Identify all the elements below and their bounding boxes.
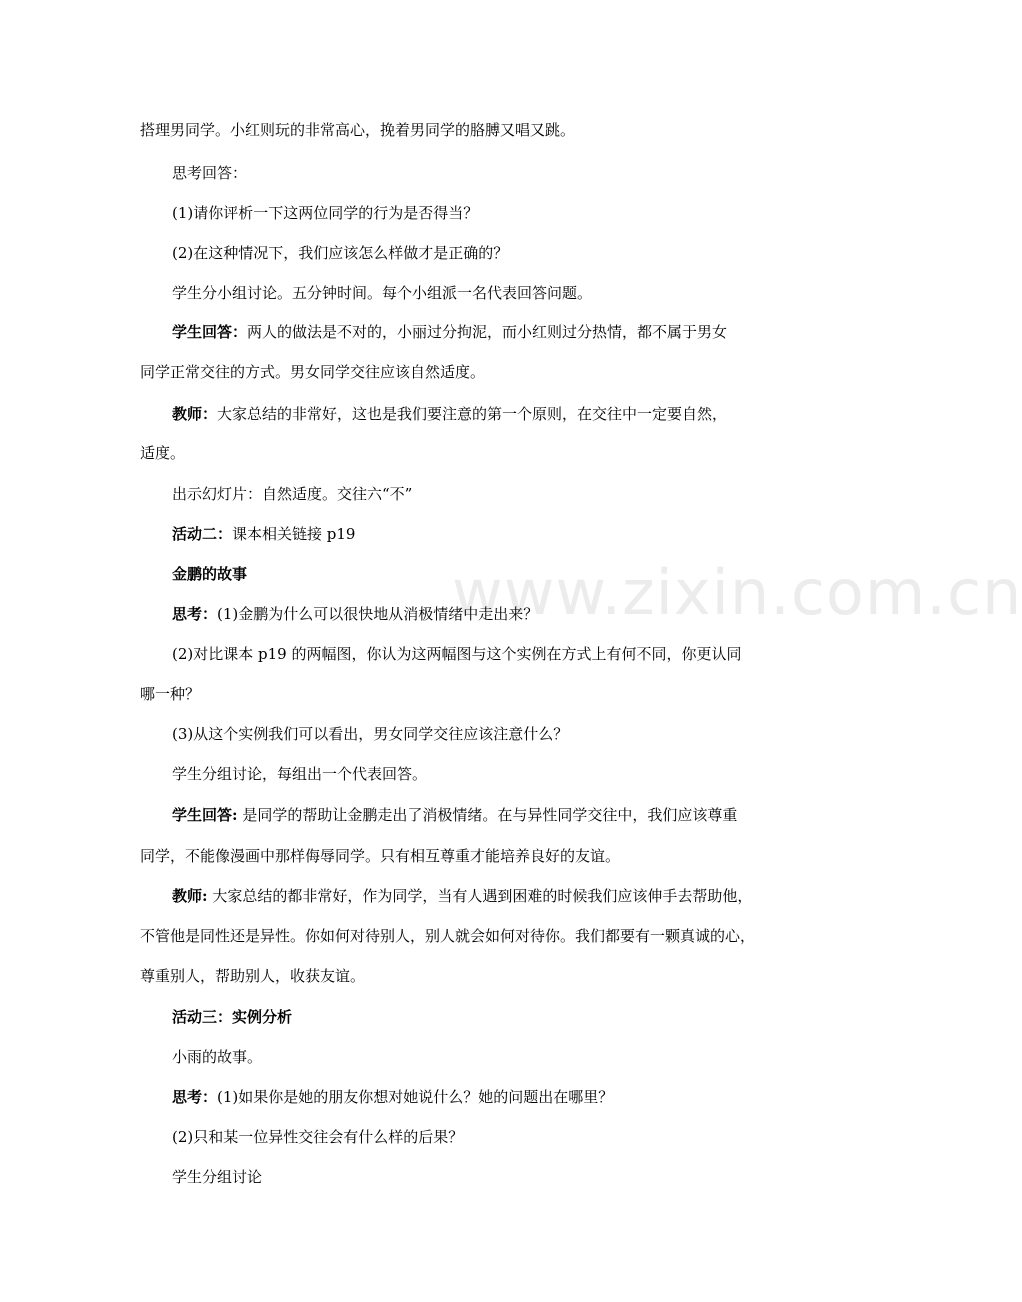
line-text: 学生分组讨论 <box>172 1168 263 1186</box>
line-text: 哪一种？ <box>140 685 201 703</box>
line-text: 同学正常交往的方式。男女同学交往应该自然适度。 <box>140 363 486 381</box>
student-answer-line <box>172 322 812 342</box>
line-text: (2)在这种情况下，我们应该怎么样做才是正确的？ <box>172 244 509 262</box>
question-line <box>172 644 812 664</box>
bold-label: 学生回答: <box>172 806 238 824</box>
paragraph-line <box>172 484 812 504</box>
story-heading <box>172 564 812 584</box>
paragraph-line <box>140 846 780 866</box>
line-text: 不管他是同性还是异性。你如何对待别人，别人就会如何对待你。我们都要有一颗真诚的心， <box>140 927 756 945</box>
think-line <box>172 604 812 624</box>
bold-label: 教师： <box>172 405 218 423</box>
question-line <box>172 203 812 223</box>
line-text: 适度。 <box>140 444 186 462</box>
line-text: (2)只和某一位异性交往会有什么样的后果？ <box>172 1128 464 1146</box>
watermark: www.zixin.com.cn <box>452 556 1022 629</box>
bold-label: 金鹏的故事 <box>172 565 248 583</box>
line-text: (1)请你评析一下这两位同学的行为是否得当？ <box>172 204 479 222</box>
bold-label: 活动三：实例分析 <box>172 1008 293 1026</box>
paragraph-line <box>172 1167 812 1187</box>
paragraph-line <box>172 1047 812 1067</box>
bold-label: 活动二： <box>172 525 233 543</box>
line-text: 大家总结的非常好，这也是我们要注意的第一个原则，在交往中一定要自然， <box>217 405 728 423</box>
question-line <box>172 1127 812 1147</box>
line-text: 大家总结的都非常好，作为同学，当有人遇到困难的时候我们应该伸手去帮助他， <box>207 887 753 905</box>
bold-label: 思考： <box>172 605 218 623</box>
paragraph-line <box>172 163 812 183</box>
line-text: 小雨的故事。 <box>172 1048 263 1066</box>
paragraph-line <box>140 120 780 140</box>
paragraph-line <box>172 283 812 303</box>
line-text: 两人的做法是不对的，小丽过分拘泥，而小红则过分热情，都不属于男女 <box>247 323 728 341</box>
activity-heading <box>172 1007 812 1027</box>
activity-heading <box>172 524 812 544</box>
paragraph-line <box>140 966 780 986</box>
line-text: (2)对比课本 p19 的两幅图，你认为这两幅图与这个实例在方式上有何不同，你更认同 <box>172 645 742 663</box>
teacher-line <box>172 404 812 424</box>
teacher-line <box>172 886 812 906</box>
line-text: 课本相关链接 p19 <box>232 525 356 543</box>
bold-label: 学生回答： <box>172 323 248 341</box>
line-text: (3)从这个实例我们可以看出，男女同学交往应该注意什么？ <box>172 725 569 743</box>
bold-label: 思考： <box>172 1088 218 1106</box>
paragraph-line <box>140 362 780 382</box>
student-answer-line <box>172 805 812 825</box>
line-text: 搭理男同学。小红则玩的非常高心，挽着男同学的胳膊又唱又跳。 <box>140 121 576 139</box>
line-text: 学生分组讨论，每组出一个代表回答。 <box>172 765 428 783</box>
paragraph-line <box>172 764 812 784</box>
line-text: 学生分小组讨论。五分钟时间。每个小组派一名代表回答问题。 <box>172 284 593 302</box>
line-text: (1)金鹏为什么可以很快地从消极情绪中走出来？ <box>217 605 539 623</box>
question-line <box>172 724 812 744</box>
paragraph-line <box>140 684 780 704</box>
question-line <box>172 243 812 263</box>
line-text: (1)如果你是她的朋友你想对她说什么？她的问题出在哪里？ <box>217 1088 614 1106</box>
paragraph-line <box>140 926 780 946</box>
line-text: 是同学的帮助让金鹏走出了消极情绪。在与异性同学交往中，我们应该尊重 <box>237 806 738 824</box>
line-text: 同学，不能像漫画中那样侮辱同学。只有相互尊重才能培养良好的友谊。 <box>140 847 621 865</box>
line-text: 思考回答： <box>172 164 248 182</box>
think-line <box>172 1087 812 1107</box>
line-text: 出示幻灯片：自然适度。交往六“不” <box>172 485 413 503</box>
paragraph-line <box>140 443 780 463</box>
bold-label: 教师: <box>172 887 208 905</box>
line-text: 尊重别人，帮助别人，收获友谊。 <box>140 967 366 985</box>
